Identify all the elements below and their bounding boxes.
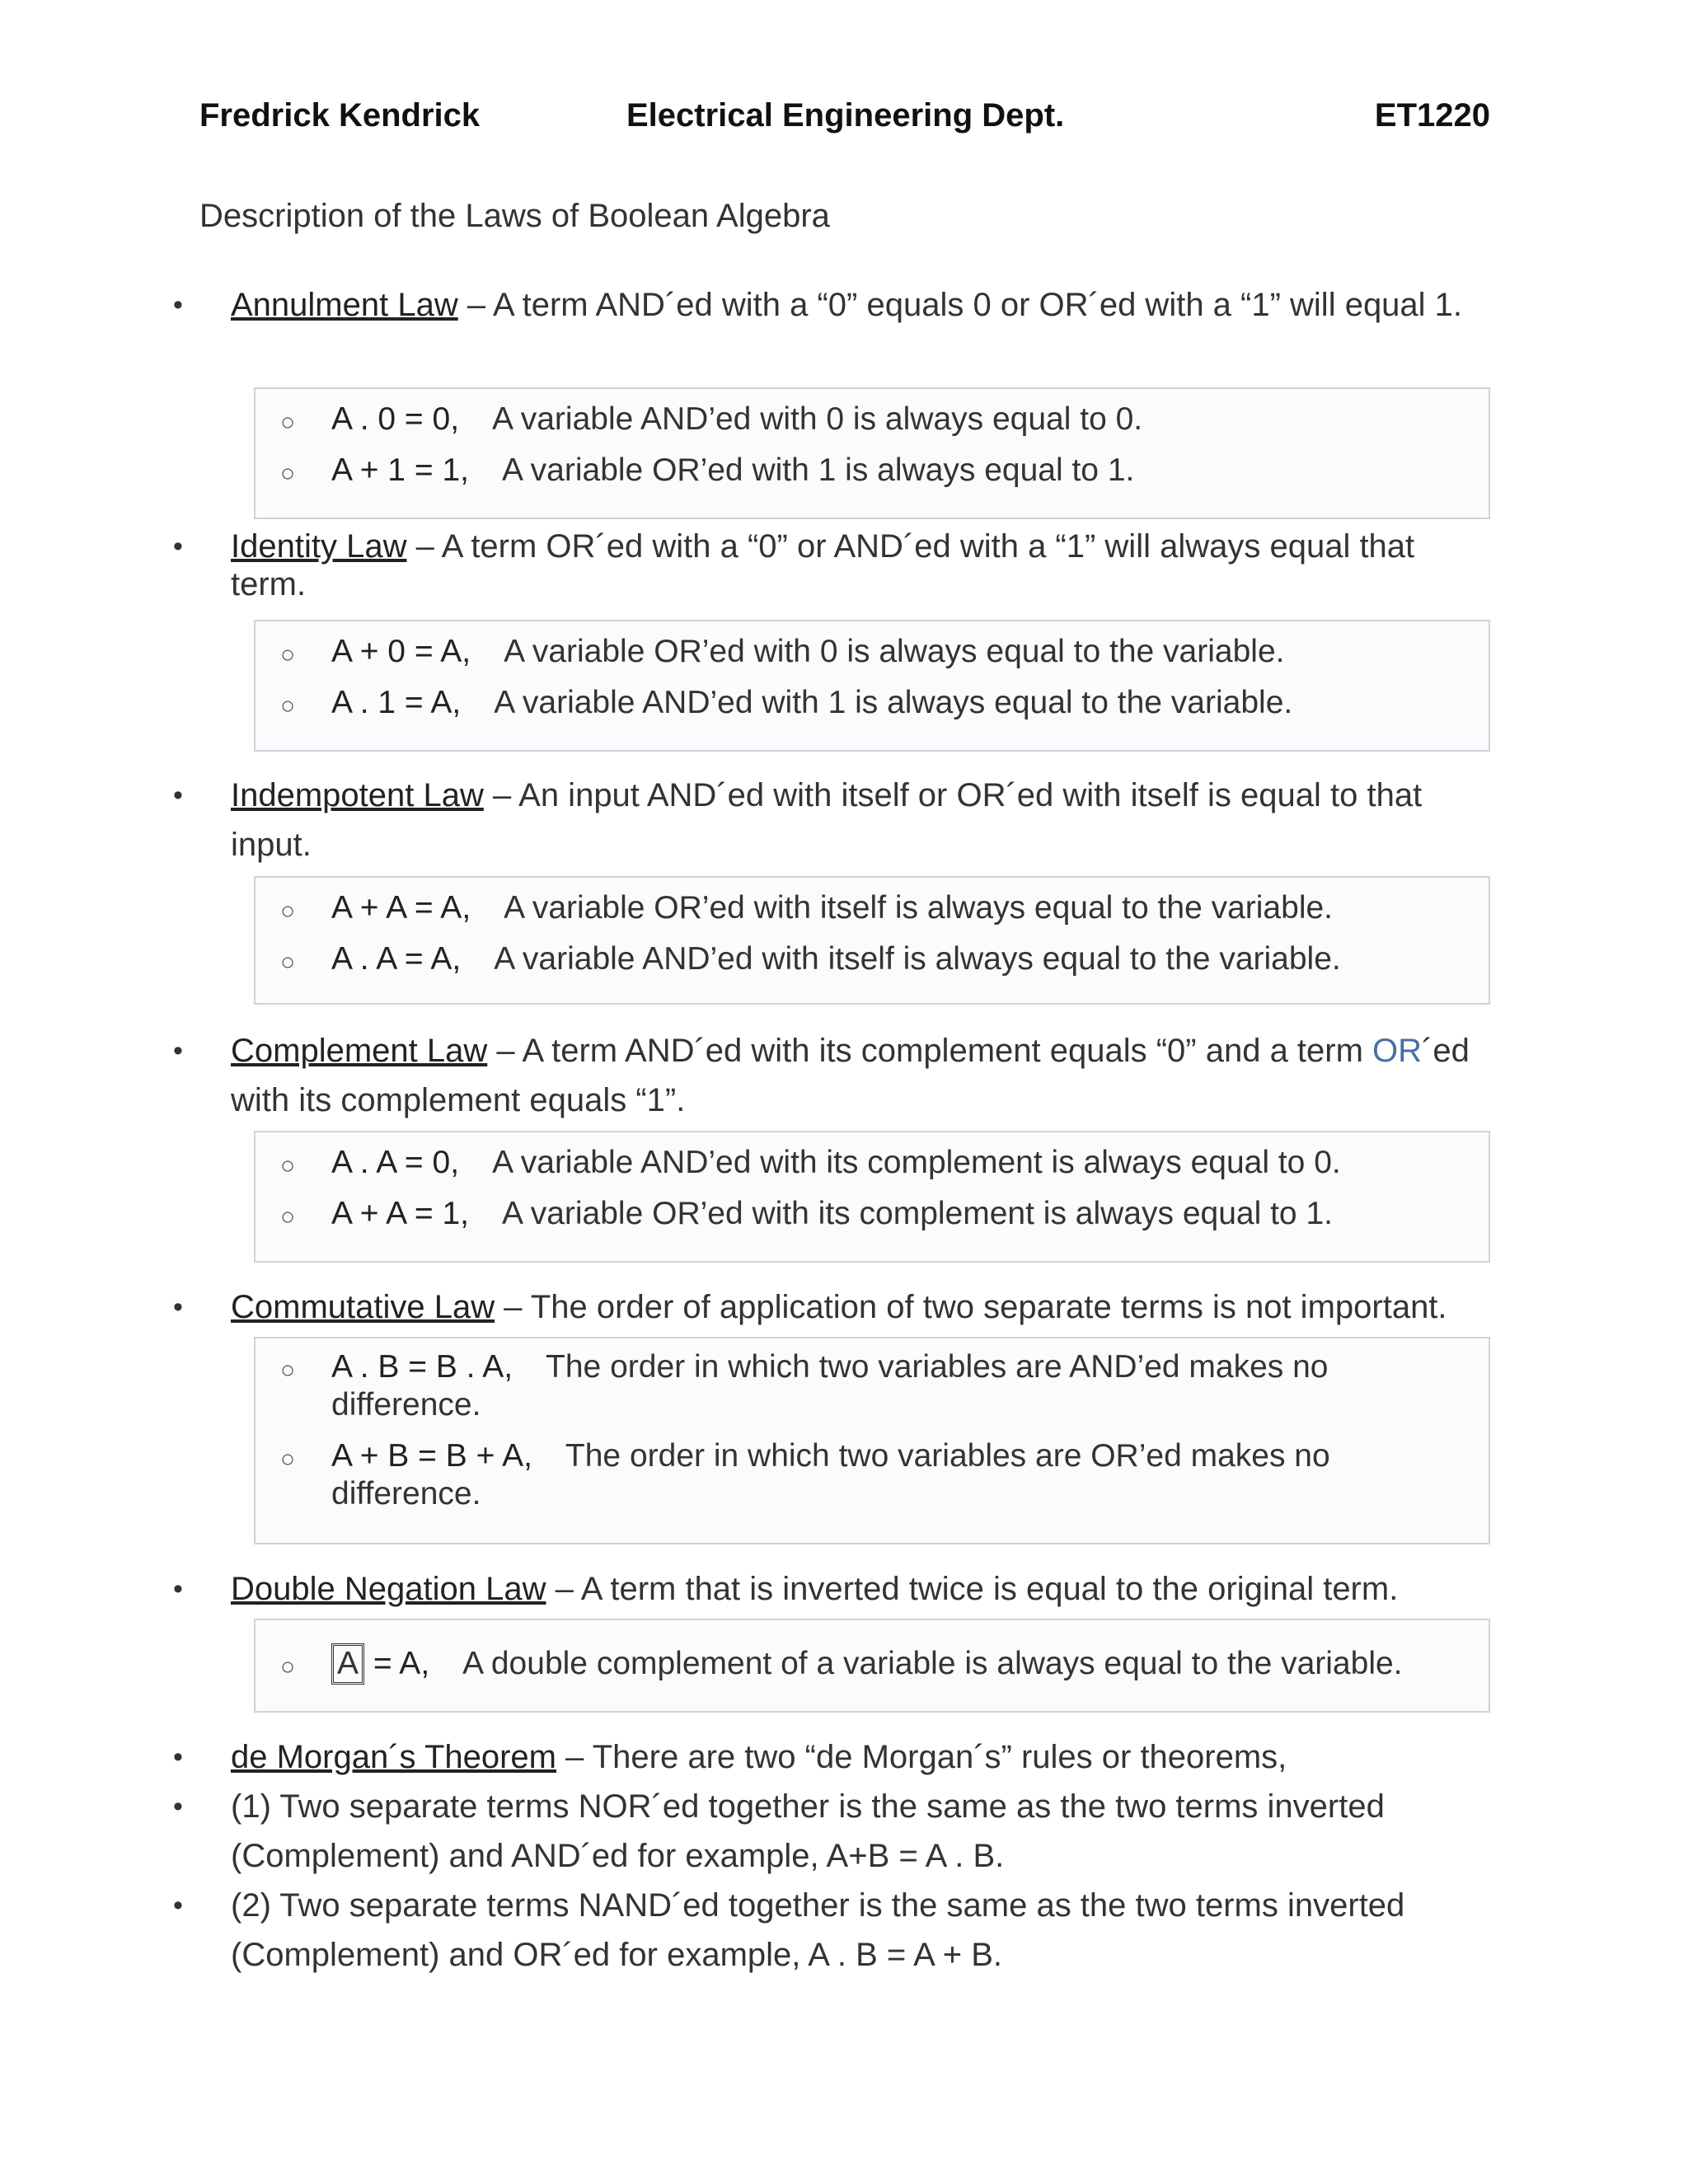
bullet: •: [173, 289, 183, 321]
header-name: Fredrick Kendrick: [199, 97, 481, 134]
law-annulment: [173, 280, 1492, 330]
bullet: •: [173, 531, 183, 562]
equation: A . A = A,: [331, 941, 462, 977]
example-item: [256, 939, 1489, 980]
law-description-end: ´ed with its complement equals “1”.: [231, 1033, 1470, 1118]
example-item: [256, 1348, 1489, 1424]
law-description: – A term AND´ed with a “0” equals 0 or OR´ed with a “1” will equal 1.: [457, 287, 1463, 323]
equation: A + A = A,: [331, 890, 471, 926]
law-name: de Morgan´s Theorem: [231, 1739, 556, 1775]
law-demorgan: [173, 1732, 1492, 1782]
example-item: [256, 1643, 1489, 1685]
equation: A + 0 = A,: [331, 634, 471, 669]
demorgan-rule-2: [173, 1881, 1492, 1980]
law-idempotent: [173, 771, 1492, 869]
example-box: [254, 387, 1490, 519]
example-box: [254, 1337, 1490, 1544]
sub-bullet: ○: [280, 460, 296, 487]
bullet: •: [173, 1741, 183, 1773]
example-box: [254, 876, 1490, 1005]
example-item: [256, 1437, 1489, 1513]
example-text: A variable OR’ed with 0 is always equal to the variable.: [504, 634, 1285, 669]
law-double-negation: [173, 1564, 1492, 1614]
law-name: Indempotent Law: [231, 777, 484, 813]
equation: A . 0 = 0,: [331, 401, 460, 437]
equation: A . B = B . A,: [331, 1349, 513, 1385]
example-text: A variable AND’ed with itself is always equal to the variable.: [494, 941, 1341, 977]
example-box: [254, 1131, 1490, 1263]
law-name: Complement Law: [231, 1033, 488, 1069]
example-text: The order in which two variables are OR’ed makes no difference.: [331, 1438, 1330, 1511]
sub-bullet: ○: [280, 409, 296, 436]
law-description: – A term that is inverted twice is equal to the original term.: [546, 1571, 1399, 1607]
law-identity: [173, 527, 1492, 603]
document-title: Description of the Laws of Boolean Algebra: [199, 198, 830, 234]
law-commutative: [173, 1282, 1492, 1332]
sub-bullet: ○: [280, 1203, 296, 1230]
law-description: – There are two “de Morgan´s” rules or theorems,: [556, 1739, 1287, 1775]
example-item: [256, 1142, 1489, 1183]
example-item: [256, 631, 1489, 673]
rule-text: (2) Two separate terms NAND´ed together is the same as the two terms inverted (Complement) and OR´ed for example, A . B = A + B.: [231, 1887, 1405, 1973]
sub-bullet: ○: [280, 641, 296, 668]
bullet: •: [173, 1291, 183, 1323]
bullet: •: [173, 1890, 183, 1921]
example-item: [256, 399, 1489, 440]
example-text: A variable AND’ed with 1 is always equal to the variable.: [494, 685, 1293, 720]
bullet: •: [173, 780, 183, 811]
law-description: – The order of application of two separate terms is not important.: [495, 1289, 1447, 1325]
example-text: A variable OR’ed with itself is always equal to the variable.: [504, 890, 1334, 926]
example-item: [256, 1193, 1489, 1235]
law-description: – A term OR´ed with a “0” or AND´ed with a “1” will always equal that term.: [231, 528, 1415, 602]
sub-bullet: ○: [280, 692, 296, 719]
equation: A . 1 = A,: [331, 685, 462, 720]
law-description: – A term AND´ed with its complement equals “0” and a term: [487, 1033, 1373, 1069]
law-name: Commutative Law: [231, 1289, 495, 1325]
sub-bullet: ○: [280, 898, 296, 925]
example-text: A variable AND’ed with its complement is always equal to 0.: [492, 1145, 1341, 1180]
double-complement-symbol: A: [331, 1643, 364, 1685]
equation: A + B = B + A,: [331, 1438, 532, 1474]
law-complement: [173, 1026, 1492, 1125]
example-text: A double complement of a variable is always equal to the variable.: [462, 1646, 1403, 1681]
header-course: ET1220: [1374, 97, 1490, 134]
bullet: •: [173, 1791, 183, 1822]
bullet: •: [173, 1573, 183, 1605]
equation: A + 1 = 1,: [331, 452, 469, 488]
example-item: [256, 888, 1489, 929]
sub-bullet: ○: [280, 1446, 296, 1473]
rule-text: (1) Two separate terms NOR´ed together is the same as the two terms inverted (Complement) and AND´ed for example, A+B = A . B.: [231, 1788, 1385, 1874]
highlighted-word: OR: [1372, 1033, 1423, 1069]
sub-bullet: ○: [280, 1653, 296, 1680]
example-item: [256, 450, 1489, 491]
sub-bullet: ○: [280, 949, 296, 976]
equation: A . A = 0,: [331, 1145, 460, 1180]
law-name: Identity Law: [231, 528, 407, 565]
equation: A + A = 1,: [331, 1196, 469, 1231]
sub-bullet: ○: [280, 1357, 296, 1384]
example-text: A variable AND’ed with 0 is always equal to 0.: [492, 401, 1143, 437]
example-text: A variable OR’ed with 1 is always equal to 1.: [501, 452, 1135, 488]
bullet: •: [173, 1035, 183, 1066]
header-department: Electrical Engineering Dept.: [626, 97, 1065, 134]
example-box: [254, 620, 1490, 752]
law-name: Double Negation Law: [231, 1571, 546, 1607]
example-text: The order in which two variables are AND’ed makes no difference.: [331, 1349, 1329, 1422]
example-text: A variable OR’ed with its complement is always equal to 1.: [502, 1196, 1333, 1231]
law-description: – An input AND´ed with itself or OR´ed with itself is equal to that input.: [231, 777, 1423, 863]
sub-bullet: ○: [280, 1152, 296, 1179]
example-box: [254, 1619, 1490, 1713]
law-name: Annulment Law: [231, 287, 458, 323]
equation: = A,: [364, 1646, 430, 1681]
demorgan-rule-1: [173, 1782, 1492, 1881]
example-item: [256, 682, 1489, 724]
